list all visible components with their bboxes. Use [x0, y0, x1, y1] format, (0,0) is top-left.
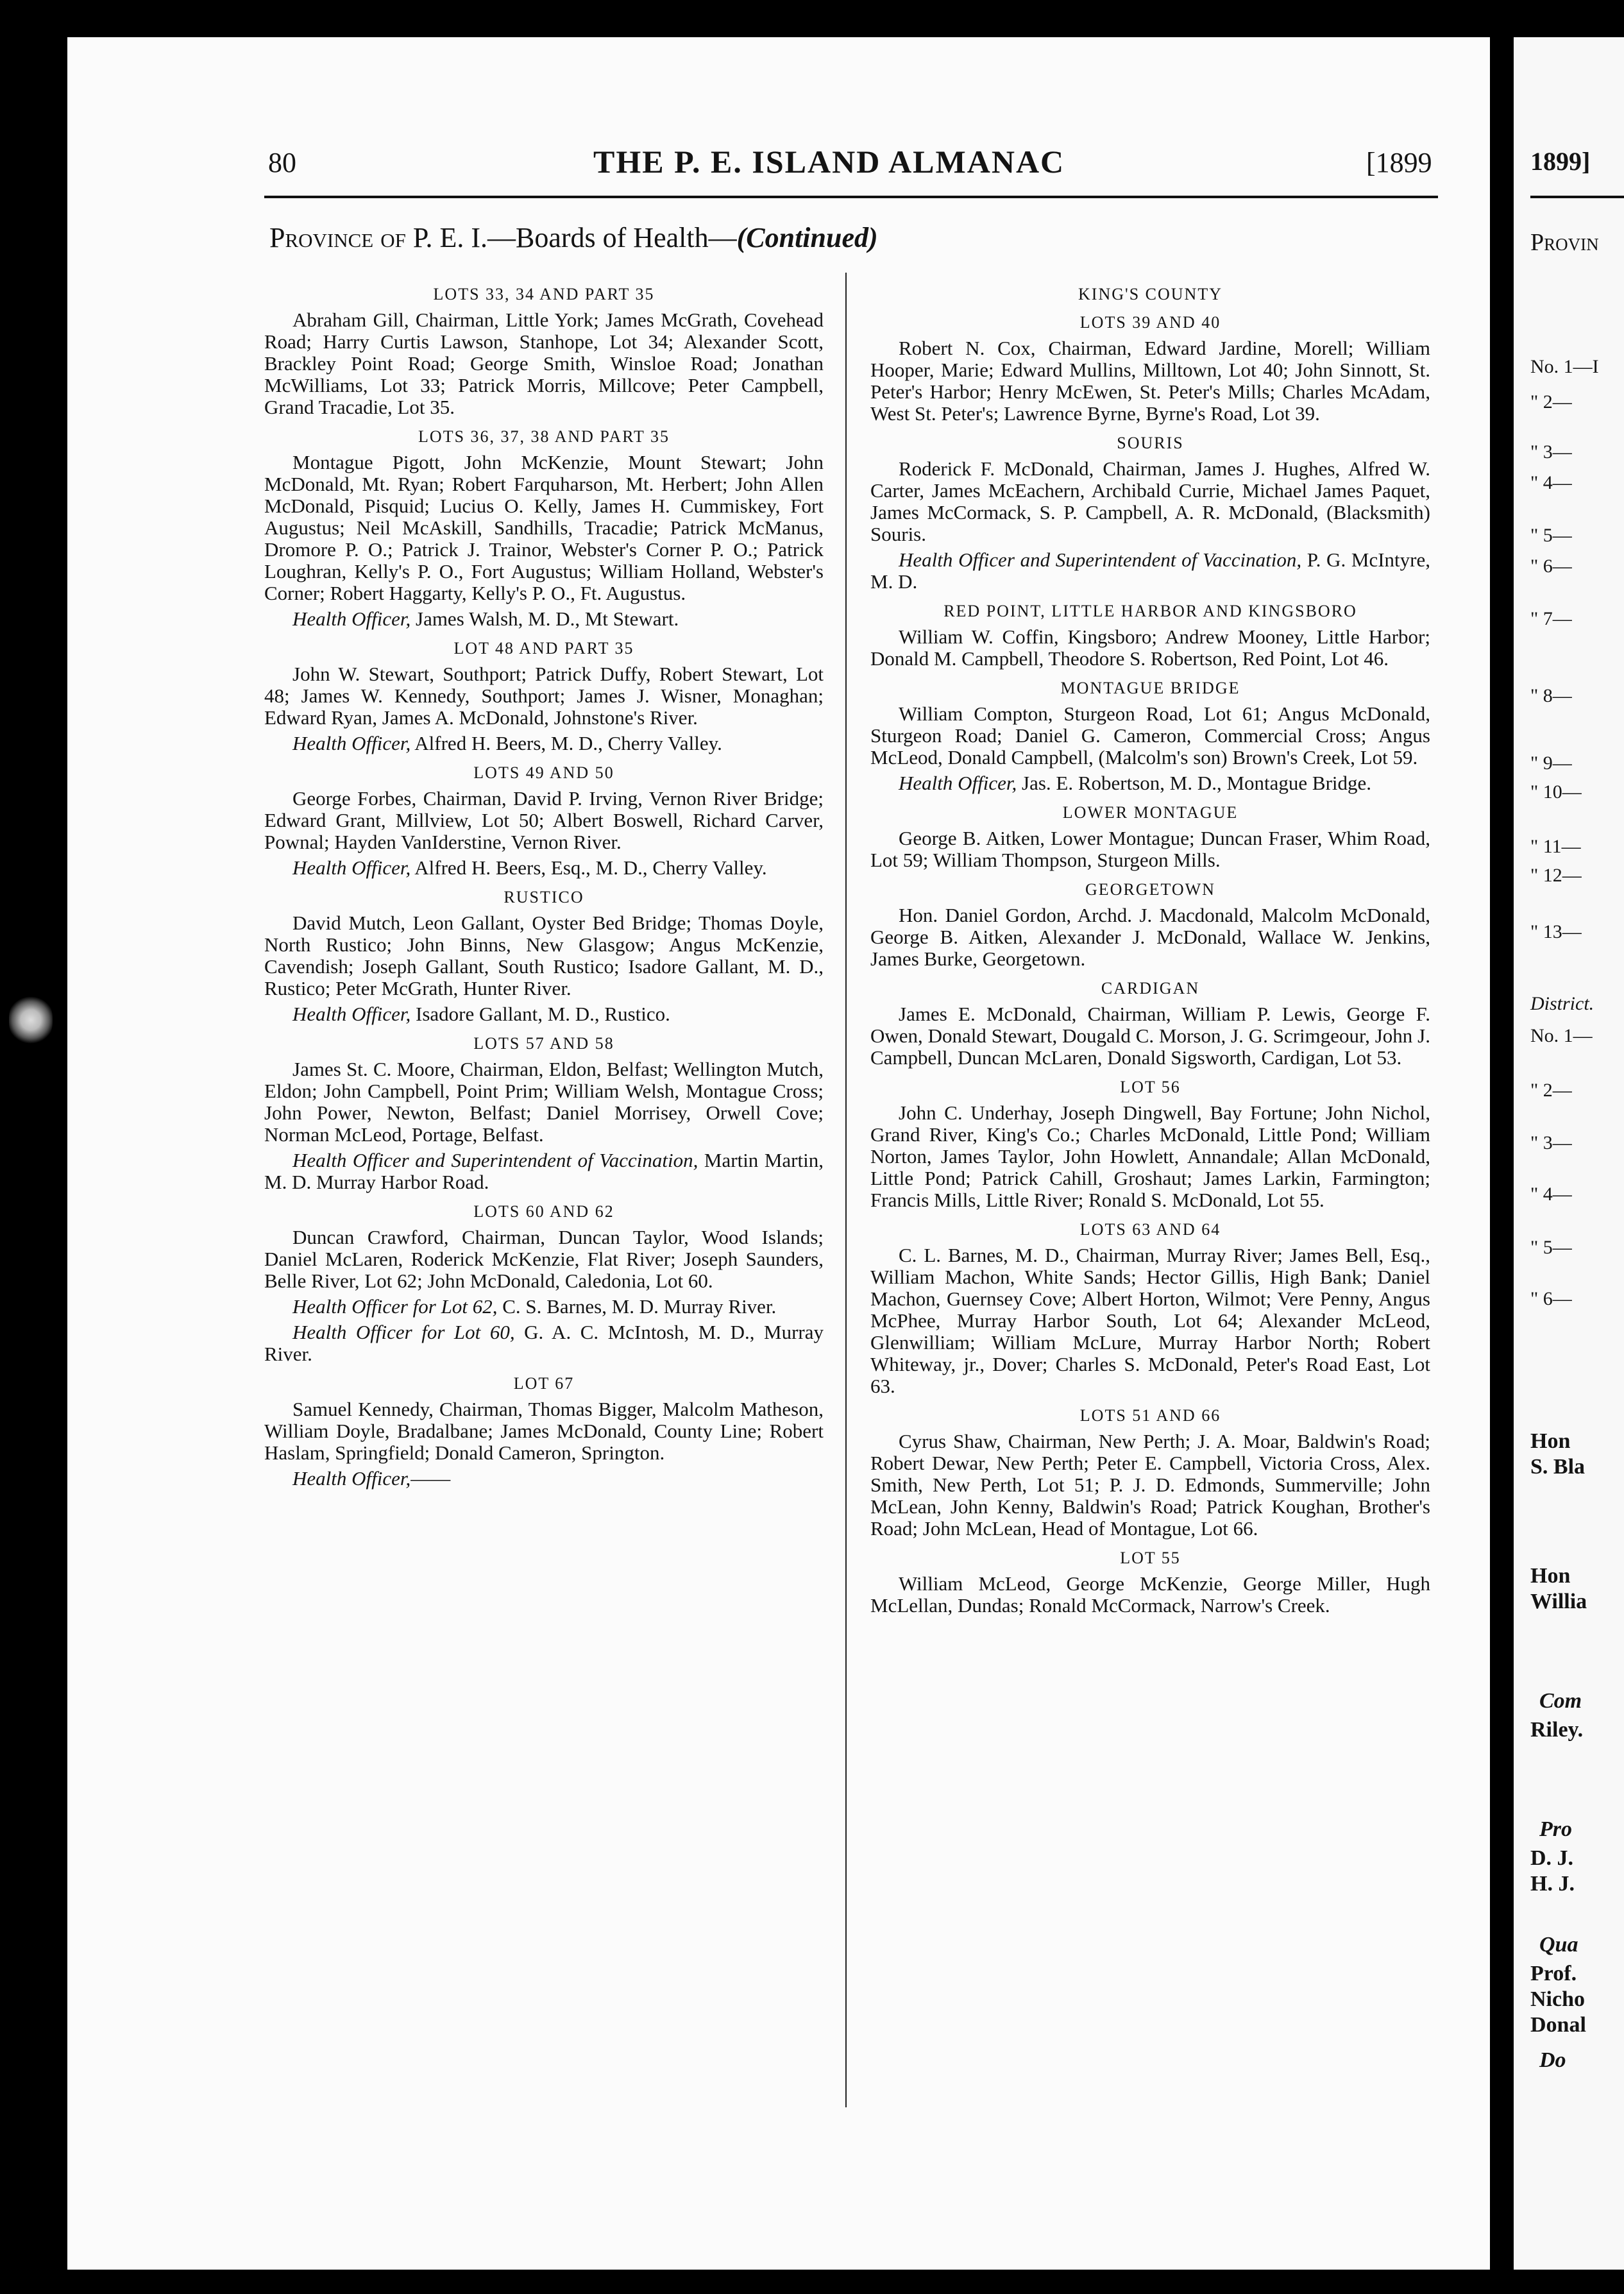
page-year: [1899 — [1366, 147, 1432, 178]
entry-text: James St. C. Moore, Chairman, Eldon, Belfast; Wellington Mutch, Eldon; John Campbell, Point Prim; William Welsh, Montague Cross; John Power, Newton, Belfast; Daniel Morrisey, Orwell Cove; Norman McLeod, Portage, Belfast. — [264, 1058, 824, 1146]
officer-label: Health Officer, — [292, 1467, 411, 1490]
section-title: GEORGETOWN — [1085, 880, 1215, 899]
scan-blot — [9, 994, 53, 1046]
page-title: THE P. E. ISLAND ALMANAC — [593, 144, 1065, 180]
board-members-entry — [870, 337, 1430, 425]
board-members-entry — [870, 703, 1430, 769]
section-title: LOTS 36, 37, 38 AND PART 35 — [418, 427, 670, 446]
next-page-number-entry: " 9— — [1530, 752, 1572, 774]
board-members-entry — [264, 1058, 824, 1146]
section-title: LOT 55 — [1120, 1549, 1181, 1567]
next-page-number-entry: " 7— — [1530, 608, 1572, 629]
almanac-page — [67, 37, 1490, 2270]
next-page-number-entry: " 12— — [1530, 865, 1582, 886]
section-title: SOURIS — [1117, 434, 1184, 452]
health-officer-entry — [264, 1003, 824, 1025]
right-column — [870, 276, 1430, 1620]
entry-text: Martin Martin, M. D. Murray Harbor Road. — [264, 1149, 824, 1193]
next-page-rule — [1530, 196, 1624, 198]
section-title: LOTS 60 AND 62 — [473, 1202, 614, 1221]
next-page-number-entry: " 5— — [1530, 525, 1572, 546]
section-title: KING'S COUNTY — [1078, 285, 1222, 303]
next-page-fragment-text: S. Bla — [1530, 1455, 1586, 1479]
next-page-district-entry: No. 1— — [1530, 1025, 1593, 1046]
next-page-year: 1899] — [1530, 147, 1591, 176]
next-page-number-entry: " 6— — [1530, 556, 1572, 577]
entry-text: C. S. Barnes, M. D. Murray River. — [497, 1295, 777, 1318]
next-page-fragment-text: Hon — [1530, 1429, 1571, 1453]
section-title: LOTS 49 AND 50 — [473, 763, 614, 782]
next-page-number-entry: " 3— — [1530, 441, 1572, 463]
next-page-number-entry: " 11— — [1530, 836, 1581, 857]
entry-text: C. L. Barnes, M. D., Chairman, Murray River; James Bell, Esq., William Machon, White Sands; Hector Gillis, High Bank; Daniel Machon, Guernsey Cove; Albert Horton, Wilmot; Vere Penny, Angus McPhee, Murray Harbor South, Lot 64; Alexander McLeod, Glenwilliam; William McLure, Murray Harbor North; Robert Whiteway, jr., Dover; Charles S. McDonald, Peter's Road East, Lot 63. — [870, 1244, 1430, 1397]
entry-text: P. G. McIntyre, M. D. — [870, 548, 1430, 593]
next-page-number-entry: " 8— — [1530, 685, 1572, 706]
next-page-fragment-italic: Pro — [1539, 1817, 1572, 1841]
officer-label: Health Officer, — [292, 1003, 411, 1025]
board-members-entry — [870, 1102, 1430, 1211]
section-title: LOTS 33, 34 AND PART 35 — [433, 285, 655, 303]
next-page-number-entry: No. 1—I — [1530, 356, 1599, 377]
next-page-fragment-text: Willia — [1530, 1590, 1587, 1613]
next-page-number-entry: " 13— — [1530, 921, 1582, 942]
officer-label: Health Officer and Superintendent of Vaccination, — [292, 1149, 698, 1171]
entry-text: George B. Aitken, Lower Montague; Duncan Fraser, Whim Road, Lot 59; William Thompson, Sturgeon Mills. — [870, 827, 1430, 871]
next-page-fragment-italic: Do — [1539, 2048, 1566, 2072]
section-title: RED POINT, LITTLE HARBOR AND KINGSBORO — [943, 602, 1357, 620]
board-members-entry — [264, 788, 824, 853]
section-title: LOT 48 AND PART 35 — [453, 639, 634, 658]
entry-text: Cyrus Shaw, Chairman, New Perth; J. A. Moar, Baldwin's Road; Robert Dewar, New Perth; Peter E. Campbell, Victoria Cross, Alex. Smith, New Perth, Lot 51; P. J. D. Edmonds, Summerville; John McLean, John Kenny, Baldwin's Road; Patrick Koughan, Brother's Road; John McLean, Head of Montague, Lot 66. — [870, 1430, 1430, 1540]
next-page-district-entry: " 4— — [1530, 1184, 1572, 1205]
next-page-number-entry: " 2— — [1530, 391, 1572, 412]
header-rule — [264, 196, 1438, 198]
entry-text: John C. Underhay, Joseph Dingwell, Bay Fortune; John Nichol, Grand River, King's Co.; Charles McDonald, Little Pond; William Norton, James Taylor, John Howlett, Annandale; Allan McDonald, Little Pond; Patrick Cahill, Groshaut; James Larkin, Farmington; Francis Mills, Little River; Ronald S. McDonald, Lot 55. — [870, 1101, 1430, 1211]
entry-text: —— — [410, 1467, 451, 1490]
next-page-fragment-italic: Com — [1539, 1689, 1582, 1713]
board-members-entry — [870, 458, 1430, 545]
officer-label: Health Officer, — [292, 732, 411, 754]
entry-text: Roderick F. McDonald, Chairman, James J. Hughes, Alfred W. Carter, James McEachern, Archibald Currie, Michael James Paquet, James McCormack, S. P. Campbell, A. R. McDonald, (Blacksmith) Souris. — [870, 457, 1430, 545]
officer-label: Health Officer for Lot 62, — [292, 1295, 498, 1318]
board-members-entry — [264, 663, 824, 729]
entry-text: Abraham Gill, Chairman, Little York; James McGrath, Covehead Road; Harry Curtis Lawson, Stanhope, Lot 34; Alexander Scott, Brackley Point Road; George Smith, Winsloe Road; Jonathan McWilliams, Lot 33; Patrick Morris, Millcove; Peter Campbell, Grand Tracadie, Lot 35. — [264, 309, 824, 418]
section-title: LOTS 57 AND 58 — [473, 1034, 614, 1053]
next-page-fragment-text: H. J. — [1530, 1872, 1575, 1896]
left-column — [264, 276, 824, 1493]
next-page-heading: Provin — [1530, 229, 1599, 256]
board-members-entry — [264, 1227, 824, 1292]
next-page-fragment-text: Prof. — [1530, 1962, 1577, 1985]
board-members-entry — [870, 1003, 1430, 1069]
entry-text: Robert N. Cox, Chairman, Edward Jardine, Morell; William Hooper, Marie; Edward Mullins, Milltown, Lot 40; John Sinnott, St. Peter's Harbor; Henry McEwen, St. Peter's Mills; Charles McAdam, West St. Peter's; Lawrence Byrne, Byrne's Road, Lot 39. — [870, 337, 1430, 425]
next-page-fragment-text: D. J. — [1530, 1846, 1574, 1870]
next-page-district-entry: " 6— — [1530, 1288, 1572, 1309]
section-title: CARDIGAN — [1101, 979, 1200, 998]
section-subheading — [269, 221, 878, 254]
entry-text: David Mutch, Leon Gallant, Oyster Bed Bridge; Thomas Doyle, North Rustico; John Binns, New Glasgow; Angus McKenzie, Cavendish; Joseph Gallant, South Rustico; Isadore Gallant, M. D., Rustico; Peter McGrath, Hunter River. — [264, 912, 824, 999]
board-members-entry — [870, 1431, 1430, 1540]
board-members-entry — [870, 1573, 1430, 1617]
next-page-district-entry: " 2— — [1530, 1080, 1572, 1101]
section-title: RUSTICO — [503, 888, 584, 906]
subheading-continued: (Continued) — [736, 222, 878, 253]
board-members-entry — [264, 1398, 824, 1464]
next-page-fragment — [1514, 37, 1624, 2270]
entry-text: Isadore Gallant, M. D., Rustico. — [410, 1003, 670, 1025]
board-members-entry — [870, 905, 1430, 970]
next-page-number-entry: " 4— — [1530, 472, 1572, 493]
board-members-entry — [870, 828, 1430, 871]
health-officer-entry — [264, 1150, 824, 1193]
health-officer-entry — [264, 1296, 824, 1318]
entry-text: James Walsh, M. D., Mt Stewart. — [410, 607, 679, 630]
entry-text: William McLeod, George McKenzie, George Miller, Hugh McLellan, Dundas; Ronald McCormack, Narrow's Creek. — [870, 1572, 1430, 1617]
next-page-number-entry: " 10— — [1530, 781, 1582, 803]
next-page-fragment-text: Nicho — [1530, 1987, 1585, 2011]
board-members-entry — [264, 452, 824, 604]
officer-label: Health Officer, — [292, 607, 411, 630]
section-title: LOTS 51 AND 66 — [1079, 1406, 1221, 1425]
section-title: MONTAGUE BRIDGE — [1060, 679, 1240, 697]
subheading-main: —Boards of Health— — [487, 222, 737, 253]
entry-text: Alfred H. Beers, Esq., M. D., Cherry Valley. — [410, 856, 767, 879]
health-officer-entry — [264, 608, 824, 630]
next-page-fragment-text: Riley. — [1530, 1718, 1584, 1742]
health-officer-entry — [264, 733, 824, 754]
health-officer-entry — [264, 1468, 824, 1490]
entry-text: G. A. C. McIntosh, M. D., Murray River. — [264, 1321, 824, 1365]
section-title: LOTS 63 AND 64 — [1079, 1220, 1221, 1239]
page-number: 80 — [268, 147, 296, 178]
entry-text: Jas. E. Robertson, M. D., Montague Bridge. — [1017, 772, 1372, 794]
board-members-entry — [264, 309, 824, 418]
officer-label: Health Officer, — [899, 772, 1017, 794]
entry-text: William W. Coffin, Kingsboro; Andrew Mooney, Little Harbor; Donald M. Campbell, Theodore S. Robertson, Red Point, Lot 46. — [870, 625, 1430, 670]
officer-label: Health Officer for Lot 60, — [292, 1321, 515, 1343]
entry-text: James E. McDonald, Chairman, William P. Lewis, George F. Owen, Donald Stewart, Dougald C. Morson, J. G. Scrimgeour, John J. Campbell, Duncan McLaren, Donald Sigsworth, Cardigan, Lot 53. — [870, 1003, 1430, 1069]
book-gutter — [1490, 0, 1514, 2294]
entry-text: Montague Pigott, John McKenzie, Mount Stewart; John McDonald, Mt. Ryan; Robert Farquharson, Mt. Herbert; John Allen McDonald, Pisquid; Lucius O. Kelly, James H. Cummiskey, Fort Augustus; Neil McAskill, Sandhills, Tracadie; Patrick McManus, Dromore P. O.; Patrick J. Trainor, Webster's Corner P. O.; Patrick Loughran, Kelly's P. O., Fort Augustus; William Holland, Webster's Corner; Robert Haggarty, Kelly's P. O., Ft. Augustus. — [264, 451, 824, 604]
health-officer-entry — [264, 857, 824, 879]
next-page-fragment-text: Hon — [1530, 1564, 1571, 1588]
officer-label: Health Officer and Superintendent of Vaccination, — [899, 548, 1302, 571]
entry-text: Alfred H. Beers, M. D., Cherry Valley. — [410, 732, 722, 754]
board-members-entry — [870, 1245, 1430, 1397]
next-page-district-entry: " 5— — [1530, 1237, 1572, 1258]
next-page-fragment-italic: Qua — [1539, 1933, 1578, 1957]
next-page-fragment-text: Donal — [1530, 2013, 1586, 2037]
board-members-entry — [870, 626, 1430, 670]
column-divider — [845, 273, 847, 2107]
entry-text: Duncan Crawford, Chairman, Duncan Taylor, Wood Islands; Daniel McLaren, Roderick McKenzie, Flat River; Joseph Saunders, Belle River, Lot 62; John McDonald, Caledonia, Lot 60. — [264, 1226, 824, 1292]
next-page-district-label: District. — [1530, 993, 1594, 1014]
entry-text: William Compton, Sturgeon Road, Lot 61; Angus McDonald, Sturgeon Road; Daniel G. Cameron, Commercial Cross; Angus McLeod, Donald Campbell, (Malcolm's son) Brown's Creek, Lot 59. — [870, 702, 1430, 769]
officer-label: Health Officer, — [292, 856, 411, 879]
entry-text: Hon. Daniel Gordon, Archd. J. Macdonald, Malcolm McDonald, George B. Aitken, Alexander J. McDonald, Wallace W. Jenkins, James Burke, Georgetown. — [870, 904, 1430, 970]
board-members-entry — [264, 912, 824, 999]
entry-text: John W. Stewart, Southport; Patrick Duffy, Robert Stewart, Lot 48; James W. Kennedy, Southport; James J. Wisner, Monaghan; Edward Ryan, James A. McDonald, Johnstone's River. — [264, 663, 824, 729]
entry-text: Samuel Kennedy, Chairman, Thomas Bigger, Malcolm Matheson, William Doyle, Bradalbane; James McDonald, County Line; Robert Haslam, Springfield; Donald Cameron, Springton. — [264, 1398, 824, 1464]
health-officer-entry — [870, 549, 1430, 593]
health-officer-entry — [264, 1321, 824, 1365]
next-page-district-entry: " 3— — [1530, 1132, 1572, 1153]
section-title: LOT 67 — [513, 1374, 575, 1393]
section-title: LOWER MONTAGUE — [1062, 803, 1239, 822]
section-title: LOT 56 — [1120, 1078, 1181, 1096]
entry-text: George Forbes, Chairman, David P. Irving, Vernon River Bridge; Edward Grant, Millview, Lot 50; Albert Boswell, Richard Carver, Pownal; Hayden VanIderstine, Vernon River. — [264, 787, 824, 853]
section-title: LOTS 39 AND 40 — [1079, 313, 1221, 332]
subheading-prefix: Province of P. E. I. — [269, 222, 487, 253]
health-officer-entry — [870, 772, 1430, 794]
